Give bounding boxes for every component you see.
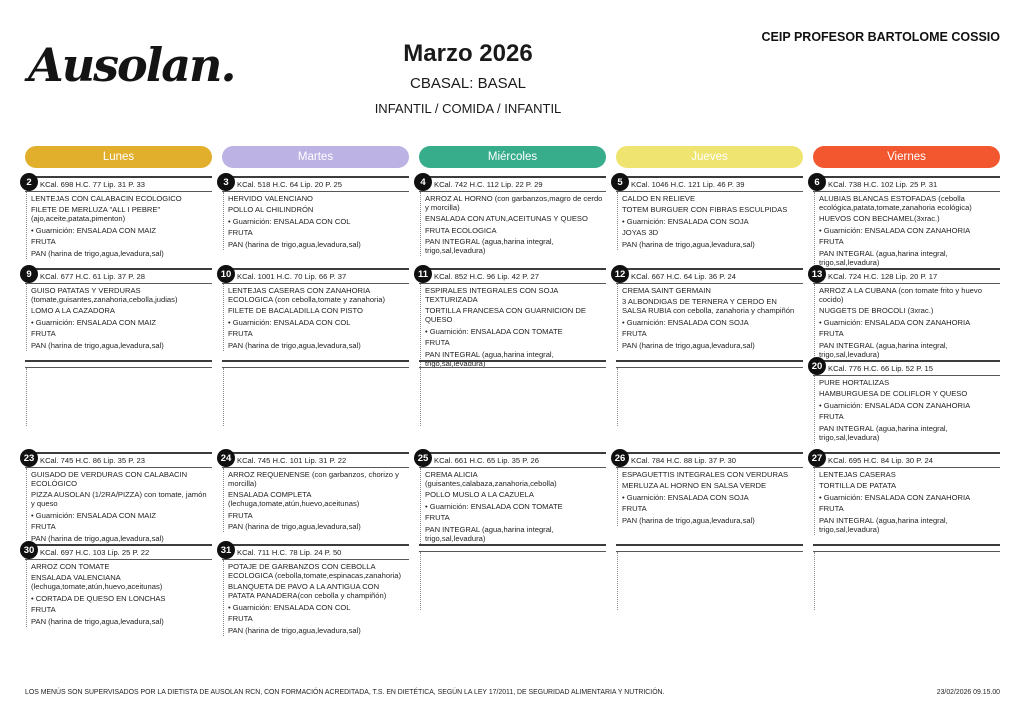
month-title: Marzo 2026 [403,40,533,67]
nutrition-bar [25,452,212,468]
menu-items [617,284,803,351]
nutrition-bar [419,544,606,552]
menu-item: PAN INTEGRAL (agua,harina integral, trigo,sal,levadura) [425,524,554,543]
menu-item: FRUTA [425,513,450,523]
day-number-badge: 5 [611,173,629,191]
menu-item: HUEVOS CON BECHAMEL(3xrac.) [819,214,940,224]
menu-item: • Guarnición: ENSALADA CON COL [228,216,351,226]
menu-item: • Guarnición: ENSALADA CON COL [228,602,351,612]
day-cell-empty [25,360,212,452]
menu-item: MERLUZA AL HORNO EN SALSA VERDE [622,481,767,491]
day-cell-5 [616,176,803,268]
menu-item: FILETE DE MERLUZA "ALL I PEBRE"(ajo,aceite,patata,pimenton) [31,205,161,224]
menu-item: FRUTA [622,329,647,339]
menu-item: TOTEM BURGUER CON FIBRAS ESCULPIDAS [622,205,788,215]
menu-items [420,468,606,544]
menu-items [617,552,803,610]
nutrition-info: KCal. 745 H.C. 101 Lip. 31 P. 22 [237,456,347,465]
menu-items [420,368,606,426]
weekday-header-viernes: Viernes [813,146,1000,168]
menu-items [223,560,409,636]
nutrition-info: KCal. 1001 H.C. 70 Lip. 66 P. 37 [237,272,347,281]
menu-item: PAN INTEGRAL (agua,harina integral, trigo,sal,levadura) [819,248,948,267]
day-number-badge: 20 [808,357,826,375]
nutrition-bar [813,268,1000,284]
day-cell-23 [25,452,212,544]
day-number-badge: 6 [808,173,826,191]
nutrition-bar [813,544,1000,552]
menu-item: • Guarnición: ENSALADA CON ZANAHORIA [819,492,971,502]
day-number-badge: 9 [20,265,38,283]
menu-item: FRUTA [31,522,56,532]
nutrition-info: KCal. 667 H.C. 64 Lip. 36 P. 24 [631,272,736,281]
menu-item: ENSALADA VALENCIANA (lechuga,tomate,atún,huevo,aceitunas) [31,573,163,592]
menu-item: ARROZ CON TOMATE [31,562,110,571]
menu-item: ESPAGUETTIS INTEGRALES CON VERDURAS [622,470,789,479]
menu-item: ENSALADA COMPLETA (lechuga,tomate,atún,huevo,aceitunas) [228,490,360,509]
menu-item: • Guarnición: ENSALADA CON MAIZ [31,317,157,327]
menu-item: PAN (harina de trigo,agua,levadura,sal) [622,515,755,525]
menu-item: • Guarnición: ENSALADA CON ZANAHORIA [819,400,971,410]
nutrition-bar [25,544,212,560]
menu-items [814,468,1000,535]
nutrition-info: KCal. 784 H.C. 88 Lip. 37 P. 30 [631,456,736,465]
title-block [328,40,608,116]
menu-item: PAN INTEGRAL (agua,harina integral, trigo,sal,levadura) [425,349,554,368]
menu-item: • Guarnición: ENSALADA CON MAIZ [31,225,157,235]
day-cell-4 [419,176,606,268]
menu-item: GUISADO DE VERDURAS CON CALABACIN ECOLÓGICO [31,470,188,488]
menu-item: ARROZ REQUENENSE (con garbanzos, chorizo y morcilla) [228,470,399,488]
day-cell-empty [616,544,803,636]
nutrition-bar [813,360,1000,376]
day-number-badge: 27 [808,449,826,467]
menu-item: PAN INTEGRAL (agua,harina integral, trigo,sal,levadura) [819,515,948,534]
menu-item: CREMA ALICIA (guisantes,calabaza,zanahoria,cebolla) [425,470,557,488]
menu-item: PAN (harina de trigo,agua,levadura,sal) [31,248,164,258]
nutrition-bar [616,452,803,468]
menu-items [26,284,212,351]
menu-items [617,368,803,426]
nutrition-bar [222,544,409,560]
weekday-header-row [25,146,1000,168]
nutrition-info: KCal. 698 H.C. 77 Lip. 31 P. 33 [40,180,145,189]
nutrition-info: KCal. 724 H.C. 128 Lip. 20 P. 17 [828,272,938,281]
school-name: CEIP PROFESOR BARTOLOME COSSIO [761,30,1000,44]
menu-item: JOYAS 3D [622,228,659,238]
day-number-badge: 24 [217,449,235,467]
menu-items [420,552,606,610]
menu-items [420,192,606,256]
day-number-badge: 4 [414,173,432,191]
nutrition-bar [616,544,803,552]
menu-items [223,192,409,250]
menu-item: PAN INTEGRAL (agua,harina integral, trigo,sal,levadura) [819,340,948,359]
day-cell-empty [222,360,409,452]
nutrition-info: KCal. 742 H.C. 112 Lip. 22 P. 29 [434,180,543,189]
menu-item: TORTILLA DE PATATA [819,481,897,491]
menu-item: • Guarnición: ENSALADA CON SOJA [622,492,749,502]
day-cell-24 [222,452,409,544]
menu-item: • Guarnición: ENSALADA CON COL [228,317,351,327]
day-cell-6 [813,176,1000,268]
day-cell-13 [813,268,1000,360]
nutrition-info: KCal. 1046 H.C. 121 Lip. 46 P. 39 [631,180,745,189]
day-cell-3 [222,176,409,268]
day-number-badge: 25 [414,449,432,467]
menu-item: HERVIDO VALENCIANO [228,194,313,203]
day-cell-empty [419,544,606,636]
nutrition-bar [419,176,606,192]
day-cell-27 [813,452,1000,544]
menu-item: PAN (harina de trigo,agua,levadura,sal) [622,340,755,350]
day-cell-25 [419,452,606,544]
menu-item: 3 ALBONDIGAS DE TERNERA Y CERDO EN SALSA RUBIA con cebolla, zanahoria y champiñón [622,297,795,316]
nutrition-info: KCal. 677 H.C. 61 Lip. 37 P. 28 [40,272,145,281]
menu-item: HAMBURGUESA DE COLIFLOR Y QUESO [819,389,968,399]
day-cell-31 [222,544,409,636]
day-number-badge: 31 [217,541,235,559]
menu-item: • Guarnición: ENSALADA CON TOMATE [425,326,563,336]
weekday-header-jueves: Jueves [616,146,803,168]
menu-item: FRUTA [228,228,253,238]
nutrition-info: KCal. 776 H.C. 66 Lip. 52 P. 15 [828,364,933,373]
menu-item: ARROZ A LA CUBANA (con tomate frito y huevo cocido) [819,286,982,304]
menu-items [26,192,212,259]
nutrition-bar [616,176,803,192]
menu-items [420,284,606,369]
day-number-badge: 3 [217,173,235,191]
menu-item: POLLO MUSLO A LA CAZUELA [425,490,534,500]
day-number-badge: 30 [20,541,38,559]
menu-item: PAN (harina de trigo,agua,levadura,sal) [31,533,164,543]
menu-item: TORTILLA FRANCESA CON GUARNICION DE QUESO [425,306,586,325]
menu-item: CALDO EN RELIEVE [622,194,696,203]
menu-item: GUISO PATATAS Y VERDURAS (tomate,guisantes,zanahoria,cebolla,judias) [31,286,178,304]
menu-item: • Guarnición: ENSALADA CON ZANAHORIA [819,317,971,327]
menu-category-subtitle: INFANTIL / COMIDA / INFANTIL [374,101,562,116]
menu-item: LENTEJAS CASERAS CON ZANAHORIA ECOLOGICA (con cebolla,tomate y zanahoria) [228,286,386,304]
menu-item: LENTEJAS CASERAS [819,470,896,479]
day-cell-empty [616,360,803,452]
nutrition-bar [25,268,212,284]
menu-items [223,284,409,351]
menu-item: CREMA SAINT GERMAIN [622,286,711,295]
menu-item: FRUTA [819,412,844,422]
nutrition-bar [616,268,803,284]
menu-item: PAN (harina de trigo,agua,levadura,sal) [228,239,361,249]
day-number-badge: 2 [20,173,38,191]
menu-item: PAN (harina de trigo,agua,levadura,sal) [228,340,361,350]
nutrition-bar [222,360,409,368]
menu-items [617,468,803,526]
menu-item: POLLO AL CHILINDRÓN [228,205,314,215]
weekday-header-martes: Martes [222,146,409,168]
calendar-grid [25,176,1000,636]
nutrition-bar [25,176,212,192]
menu-item: FRUTA [31,605,56,615]
day-cell-30 [25,544,212,636]
menu-item: FRUTA [819,237,844,247]
menu-item: ARROZ AL HORNO (con garbanzos,magro de cerdo y morcilla) [425,194,603,212]
menu-item: FRUTA [622,504,647,514]
menu-items [814,192,1000,268]
day-cell-2 [25,176,212,268]
menu-item: PAN INTEGRAL (agua,harina integral, trigo,sal,levadura) [425,237,554,256]
menu-item: PIZZA AUSOLAN (1/2RA/PIZZA) con tomate, jamón y queso [31,490,207,509]
menu-item: FRUTA [31,237,56,247]
day-number-badge: 26 [611,449,629,467]
day-number-badge: 23 [20,449,38,467]
menu-item: • CORTADA DE QUESO EN LONCHAS [31,593,166,603]
menu-items [814,376,1000,443]
menu-item: NUGGETS DE BROCOLI (3xrac.) [819,306,934,316]
menu-item: PAN (harina de trigo,agua,levadura,sal) [228,522,361,532]
menu-item: FRUTA ECOLOGICA [425,225,497,235]
menu-type-subtitle: CBASAL: BASAL [410,75,526,92]
menu-item: • Guarnición: ENSALADA CON SOJA [622,216,749,226]
day-number-badge: 10 [217,265,235,283]
weekday-header-lunes: Lunes [25,146,212,168]
print-timestamp: 23/02/2026 09.15.00 [936,689,1000,696]
nutrition-bar [222,268,409,284]
menu-item: ESPIRALES INTEGRALES CON SOJA TEXTURIZADA [425,286,558,304]
menu-item: • Guarnición: ENSALADA CON SOJA [622,317,749,327]
day-number-badge: 12 [611,265,629,283]
nutrition-bar [813,176,1000,192]
menu-items [814,552,1000,610]
nutrition-bar [222,176,409,192]
day-cell-10 [222,268,409,360]
menu-item: FRUTA [228,614,253,624]
day-cell-20 [813,360,1000,452]
menu-item: PAN (harina de trigo,agua,levadura,sal) [228,625,361,635]
day-cell-9 [25,268,212,360]
menu-item: ALUBIAS BLANCAS ESTOFADAS (cebolla ecológica,patata,tomate,zanahoria ecológica) [819,194,972,212]
menu-item: PAN INTEGRAL (agua,harina integral, trigo,sal,levadura) [819,423,948,442]
nutrition-info: KCal. 697 H.C. 103 Lip. 25 P. 22 [40,548,150,557]
menu-item: FILETE DE BACALADILLA CON PISTO [228,306,363,316]
nutrition-info: KCal. 745 H.C. 86 Lip. 35 P. 23 [40,456,145,465]
menu-items [223,368,409,426]
nutrition-bar [419,452,606,468]
menu-item: • Guarnición: ENSALADA CON MAIZ [31,510,157,520]
menu-item: FRUTA [819,329,844,339]
menu-item: • Guarnición: ENSALADA CON TOMATE [425,501,563,511]
menu-item: PAN (harina de trigo,agua,levadura,sal) [31,340,164,350]
menu-item: • Guarnición: ENSALADA CON ZANAHORIA [819,225,971,235]
day-cell-empty [813,544,1000,636]
day-cell-11 [417,268,606,368]
nutrition-bar [813,452,1000,468]
day-number-badge: 13 [808,265,826,283]
weekday-header-miercoles: Miércoles [419,146,606,168]
nutrition-info: KCal. 695 H.C. 84 Lip. 30 P. 24 [828,456,933,465]
day-cell-12 [616,268,803,360]
menu-item: ENSALADA CON ATUN,ACEITUNAS Y QUESO [425,214,588,224]
menu-items [26,560,212,627]
menu-item: FRUTA [819,504,844,514]
menu-items [814,284,1000,360]
menu-item: LENTEJAS CON CALABACIN ECOLOGICO [31,194,182,203]
nutrition-info: KCal. 738 H.C. 102 Lip. 25 P. 31 [828,180,938,189]
day-number-badge: 11 [414,265,432,283]
menu-item: FRUTA [228,329,253,339]
nutrition-bar [25,360,212,368]
nutrition-info: KCal. 711 H.C. 78 Lip. 24 P. 50 [237,548,342,557]
day-cell-empty [419,360,606,452]
nutrition-info: KCal. 661 H.C. 65 Lip. 35 P. 26 [434,456,539,465]
nutrition-bar [616,360,803,368]
menu-item: FRUTA [425,338,450,348]
nutrition-bar [222,452,409,468]
nutrition-bar [419,360,606,368]
menu-items [26,368,212,426]
menu-item: PAN (harina de trigo,agua,levadura,sal) [622,239,755,249]
menu-items [26,468,212,544]
menu-item: FRUTA [31,329,56,339]
menu-item: POTAJE DE GARBANZOS CON CEBOLLA ECOLOGICA (cebolla,tomate,espinacas,zanahoria) [228,562,402,580]
menu-items [617,192,803,250]
menu-item: PAN (harina de trigo,agua,levadura,sal) [31,616,164,626]
menu-item: LOMO A LA CAZADORA [31,306,115,316]
nutrition-info: KCal. 518 H.C. 64 Lip. 20 P. 25 [237,180,342,189]
nutrition-bar [419,268,606,284]
day-cell-26 [616,452,803,544]
menu-items [223,468,409,532]
menu-item: PURE HORTALIZAS [819,378,890,387]
nutrition-info: KCal. 852 H.C. 96 Lip. 42 P. 27 [434,272,539,281]
supervision-note: LOS MENÚS SON SUPERVISADOS POR LA DIETISTA DE AUSOLAN RCN, CON FORMACIÓN ACREDITADA, T.S. EN DIETÉTICA, SEGÚN LA LEY 17/2011, DE SEGURIDAD ALIMENTARIA Y NUTRICIÓN. [25,689,665,696]
menu-item: BLANQUETA DE PAVO A LA ANTIGUA CON PATATA PANADERA(con cebolla y champiñón) [228,582,387,601]
menu-item: FRUTA [228,510,253,520]
ausolan-logo: Ausolan. [28,38,235,92]
